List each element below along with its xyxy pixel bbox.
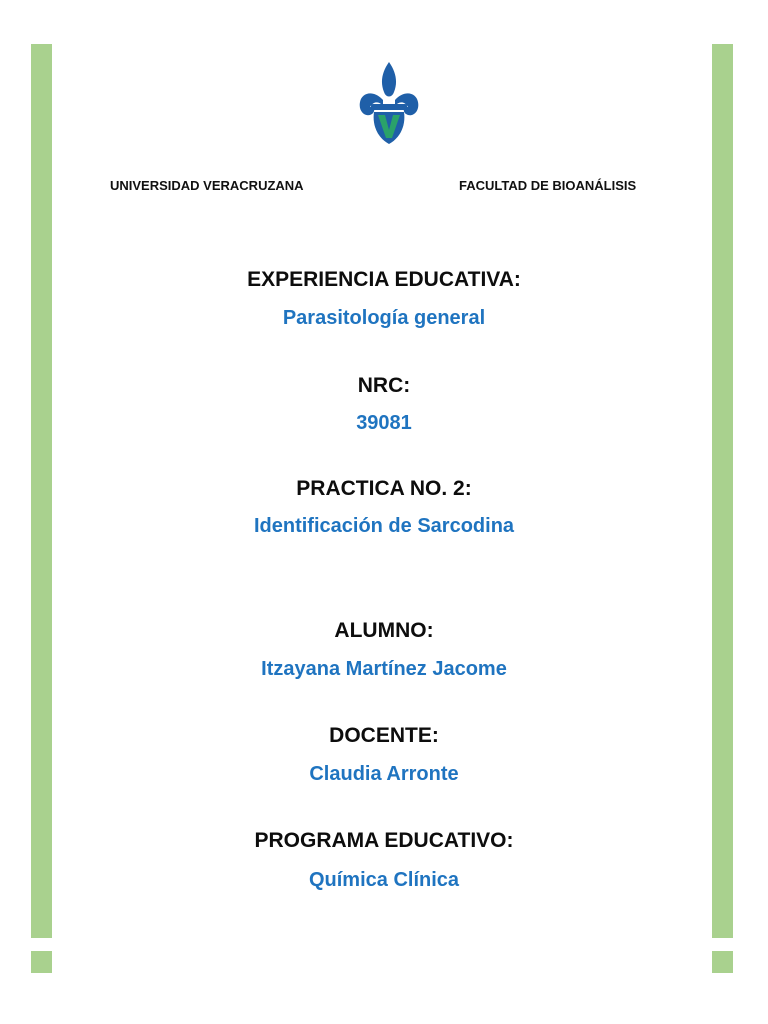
docente-value: Claudia Arronte <box>309 763 459 785</box>
alumno-label: ALUMNO: <box>334 619 434 642</box>
university-logo-icon <box>356 60 422 146</box>
faculty-name: FACULTAD DE BIOANÁLISIS <box>459 178 637 193</box>
practica-label: PRACTICA NO. 2: <box>296 477 472 500</box>
experiencia-value: Parasitología general <box>282 307 486 329</box>
university-name: UNIVERSIDAD VERACRUZANA <box>110 178 304 193</box>
docente-label: DOCENTE: <box>329 724 439 747</box>
right-border-foot <box>712 951 733 973</box>
nrc-value: 39081 <box>356 412 412 434</box>
programa-value: Química Clínica <box>308 869 460 891</box>
alumno-value: Itzayana Martínez Jacome <box>261 658 507 680</box>
nrc-label: NRC: <box>357 374 411 397</box>
left-border-foot <box>31 951 52 973</box>
practica-value: Identificación de Sarcodina <box>253 515 515 537</box>
programa-label: PROGRAMA EDUCATIVO: <box>254 829 514 852</box>
experiencia-label: EXPERIENCIA EDUCATIVA: <box>247 268 521 291</box>
